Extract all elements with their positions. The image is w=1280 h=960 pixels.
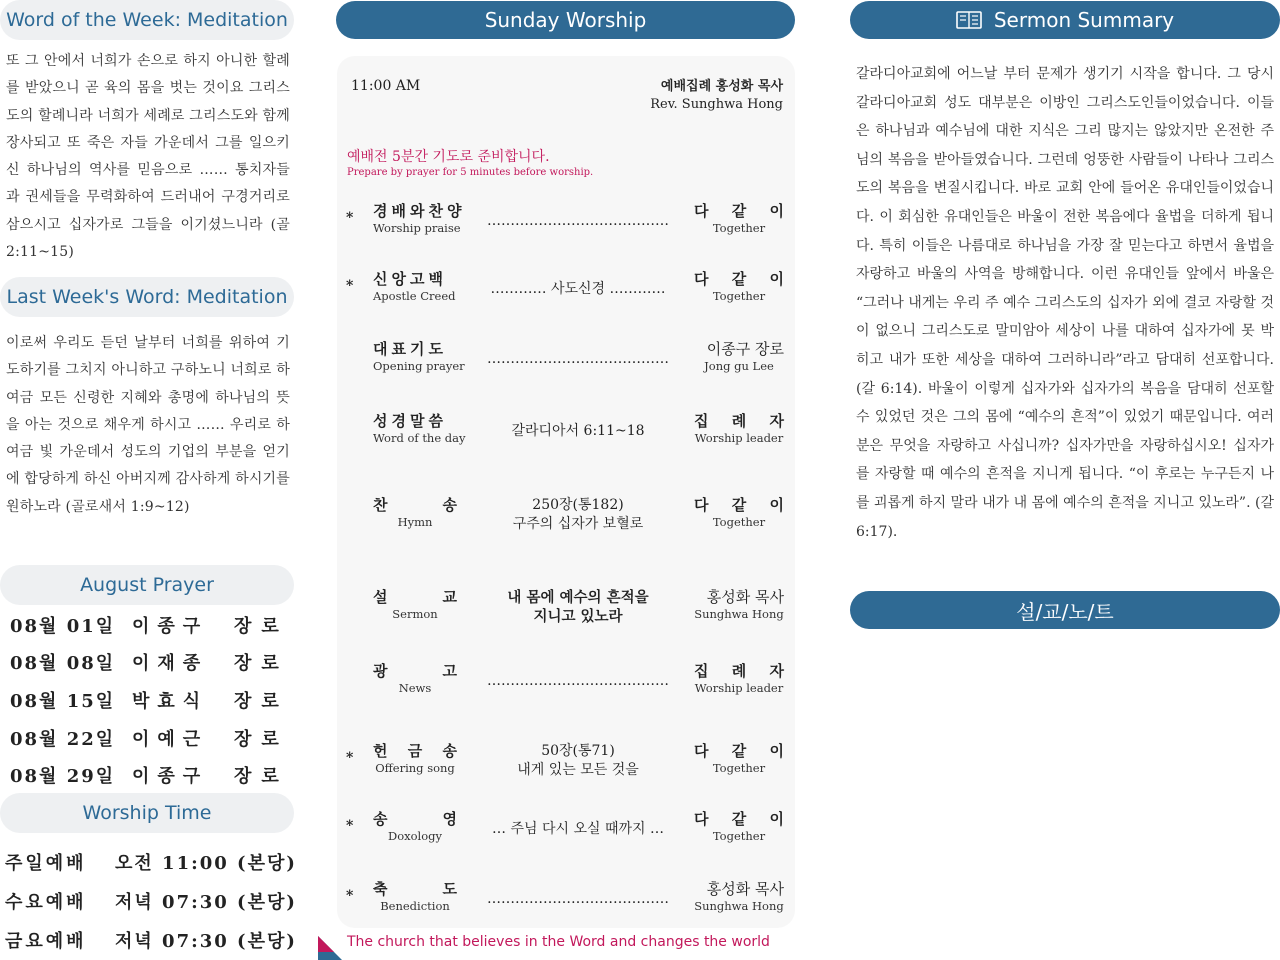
service-item-leader (694, 338, 784, 373)
prayer-elder-title: 장로 (234, 691, 289, 712)
service-item-leader-ko: 집 례 자 (694, 412, 784, 430)
service-item-content-line: ………………………………… (487, 890, 669, 907)
service-item-leader-en: Jong gu Lee (704, 359, 774, 373)
service-item-content-line: ………………………………… (487, 212, 669, 229)
prayer-row (10, 612, 289, 642)
service-item-name (373, 268, 459, 303)
service-item-name-ko: 대표기도 (373, 340, 447, 358)
standing-mark: * (346, 750, 354, 766)
service-item-content (479, 196, 677, 246)
prayer-note (347, 146, 593, 178)
service-item-name-en: Hymn (397, 515, 433, 529)
service-item-leader-ko: 홍성화 목사 (706, 588, 784, 606)
service-item-name-ko: 설 교 (373, 588, 457, 606)
service-item-name-en: Worship praise (373, 221, 461, 235)
service-item-leader (694, 200, 784, 235)
prayer-elder-title: 장로 (234, 729, 289, 750)
word-of-week-text: 또 그 안에서 너희가 손으로 하지 아니한 할례를 받았으니 곧 육의 몸을 벗는 것이요 그리스도의 할례니라 너희가 세례로 그리스도와 함께 장사되고 또 죽은 자들 가운데서 그를 일으키신 하나님의 역사를 믿음으로 …… 통치자들과 권세들을 무력화하여 드러내어 구경거리로 삼으시고 십자가로 그들을 이기셨느니라 (골 2:11~15) (6, 53, 291, 261)
service-item-content-line: 250장(통182) (532, 497, 624, 513)
service-item-leader (694, 740, 784, 775)
service-item-leader-en: Sunghwa Hong (694, 607, 784, 621)
service-item-name-ko: 광 고 (373, 662, 457, 680)
sermon-summary-text: 갈라디아교회에 어느날 부터 문제가 생기기 시작을 합니다. 그 당시 갈라디아교회 성도 대부분은 이방인 그리스도인들이었습니다. 이들은 하나님과 예수님에 대한 지식은 그리 많지는 않았지만 온전한 주님의 복음을 받아들였습니다. 그런데 엉뚱한 사람들이 나타나 그리스도의 복음을 변질시킵니다. 바로 교회 안에 들어온 유대인들이었습니다. 이 회심한 유대인들은 바울이 전한 복음에다 율법을 더하게 됩니다. 특히 이들은 나름대로 하나님을 가장 잘 믿는다고 하면서 율법을 자랑하고 바울의 사역을 방해합니다. 이런 유대인들 앞에서 바울은 “그러나 내게는 우리 주 예수 그리스도의 십자가 외에 결코 자랑할 것이 없으니 그리스도로 말미암아 세상이 나를 대하여 십자가에 못 박히고 내가 또한 세상을 대하여 그러하니라”라고 담대히 선포합니다.(갈 6:14). 바울이 이렇게 십자가와 십자가의 복음을 담대히 선포할 수 있었던 것은 그의 몸에 “예수의 흔적”이 있었기 때문입니다. 여러분은 무엇을 자랑하고 사십니까? 십자가만을 자랑하십시오! 십자가를 자랑할 때 예수의 흔적을 지니게 됩니다. “이 후로는 누구든지 나를 괴롭게 하지 말라 내가 내 몸에 예수의 흔적을 지니고 있노라”. (갈6:17). (856, 66, 1274, 540)
service-item-leader-en: Worship leader (694, 681, 784, 695)
service-leader-en: Rev. Sunghwa Hong (650, 97, 783, 112)
service-item (337, 196, 795, 246)
prayer-elder-name: 박효식 (132, 691, 209, 712)
service-item-content-line: ………………………………… (487, 672, 669, 689)
service-item-leader-ko: 다 같 이 (694, 810, 784, 828)
service-item-leader (694, 808, 784, 843)
service-item-name (373, 586, 459, 621)
service-item-leader-en: Sunghwa Hong (694, 899, 784, 913)
worship-time-header: Worship Time (0, 793, 294, 833)
prayer-elder-title: 장로 (234, 653, 289, 674)
prayer-date: 08월 29일 (10, 766, 116, 787)
service-item-name (373, 740, 459, 775)
service-item (337, 874, 795, 924)
worship-time-row (5, 849, 295, 879)
service-item-leader (694, 494, 784, 529)
last-week-word-text: 이로써 우리도 듣던 날부터 너희를 위하여 기도하기를 그치지 아니하고 구하노니 너희로 하여금 모든 신령한 지혜와 총명에 하나님의 뜻을 아는 것으로 채우게 하시고 …… 우리로 하여금 빛 가운데서 성도의 기업의 부분을 얻기에 합당하게 하신 아버지께 감사하게 하시기를 원하노라 (골로새서 1:9~12) (6, 335, 291, 515)
service-item-name-ko: 성경말씀 (373, 412, 447, 430)
prayer-note-ko: 예배전 5분간 기도로 준비합니다. (347, 149, 550, 165)
service-item-content-line: 갈라디아서 6:11~18 (511, 422, 645, 439)
service-item (337, 264, 795, 314)
service-item-leader-en: Together (712, 829, 766, 843)
service-item-name (373, 660, 459, 695)
prayer-date: 08월 22일 (10, 729, 116, 750)
prayer-row (10, 649, 289, 679)
prayer-row (10, 725, 289, 755)
prayer-row (10, 762, 289, 792)
service-item-name-ko: 헌 금 송 (373, 742, 457, 760)
prayer-date: 08월 15일 (10, 691, 116, 712)
august-prayer-header: August Prayer (0, 565, 294, 605)
service-item-leader (694, 878, 784, 913)
prayer-elder-name: 이재종 (132, 653, 209, 674)
service-item (337, 334, 795, 384)
service-item-name-en: Doxology (387, 829, 442, 843)
service-item-leader-en: Together (712, 515, 766, 529)
service-item-name (373, 410, 466, 445)
worship-time-value: 오전 11:00 (본당) (115, 853, 297, 874)
service-item-name (373, 494, 459, 529)
church-motto: The church that believes in the Word and changes the world (347, 934, 770, 950)
service-item-content (479, 490, 677, 540)
prayer-elder-name: 이종구 (132, 616, 209, 637)
service-item-content (479, 582, 677, 632)
service-item-name-ko: 경배와찬양 (373, 202, 466, 220)
worship-time-label: 금요예배 (5, 931, 87, 952)
service-item-name-ko: 송 영 (373, 810, 457, 828)
service-item-leader-ko: 이종구 장로 (706, 340, 784, 358)
service-item-name (373, 808, 459, 843)
service-item-name-ko: 찬 송 (373, 496, 457, 514)
service-item-content (479, 406, 677, 456)
service-item-name-ko: 신앙고백 (373, 270, 447, 288)
book-icon (956, 11, 982, 29)
standing-mark: * (346, 278, 354, 294)
service-item-content (479, 656, 677, 706)
service-item (337, 406, 795, 456)
corner-flag-icon (318, 936, 342, 960)
service-item-name-en: Sermon (392, 607, 438, 621)
service-item-content-line: 내 몸에 예수의 흔적을 (507, 589, 649, 606)
word-of-week-header: Word of the Week: Meditation (0, 0, 294, 40)
prayer-elder-title: 장로 (234, 616, 289, 637)
service-item-leader-en: Together (712, 289, 766, 303)
service-item-name-en: News (398, 681, 432, 695)
service-item-leader-en: Worship leader (694, 431, 784, 445)
last-week-word-header: Last Week's Word: Meditation (0, 277, 294, 317)
service-item-name-en: Opening prayer (373, 359, 465, 373)
service-item-content-line: 50장(통71) (541, 743, 615, 759)
service-item-leader-ko: 다 같 이 (694, 270, 784, 288)
service-item-content (479, 874, 677, 924)
service-item-content-line: 내게 있는 모든 것을 (517, 762, 639, 778)
service-leader (650, 78, 783, 114)
service-item-name-en: Benediction (380, 899, 450, 913)
service-item-name-ko: 축 도 (373, 880, 457, 898)
worship-time-value: 저녁 07:30 (본당) (115, 931, 297, 952)
standing-mark: * (346, 888, 354, 904)
service-item-content (479, 264, 677, 314)
sermon-summary-header (850, 1, 1280, 39)
service-item-leader (694, 586, 784, 621)
service-item-leader-ko: 다 같 이 (694, 496, 784, 514)
worship-time-row (5, 888, 295, 918)
service-item-leader-en: Together (712, 221, 766, 235)
service-item-leader-ko: 홍성화 목사 (706, 880, 784, 898)
service-item-name-en: Offering song (375, 761, 455, 775)
service-item-name-en: Word of the day (373, 431, 466, 445)
service-item-content (479, 334, 677, 384)
worship-time-value: 저녁 07:30 (본당) (115, 892, 297, 913)
prayer-date: 08월 01일 (10, 616, 116, 637)
service-item-content-line: 지니고 있노라 (533, 608, 623, 625)
worship-time-row (5, 927, 295, 957)
service-item-leader-ko: 다 같 이 (694, 202, 784, 220)
prayer-date: 08월 08일 (10, 653, 116, 674)
service-item (337, 736, 795, 786)
service-item-content-line: ………… 사도신경 ………… (490, 280, 666, 297)
service-item-leader (694, 660, 784, 695)
service-item-leader-ko: 집 례 자 (694, 662, 784, 680)
sunday-worship-header: Sunday Worship (336, 1, 795, 39)
prayer-row (10, 687, 289, 717)
sermon-summary-title: Sermon Summary (993, 8, 1175, 32)
worship-time-label: 수요예배 (5, 892, 87, 913)
worship-time-label: 주일예배 (5, 853, 87, 874)
service-item (337, 582, 795, 632)
service-leader-ko: 예배집례 홍성화 목사 (660, 79, 783, 94)
prayer-elder-name: 이종구 (132, 766, 209, 787)
prayer-note-en: Prepare by prayer for 5 minutes before worship. (347, 167, 594, 178)
service-item-leader-ko: 다 같 이 (694, 742, 784, 760)
service-item-leader (694, 410, 784, 445)
service-item-content (479, 804, 677, 854)
service-item-content-line: … 주님 다시 오실 때까지 … (492, 820, 664, 837)
service-item-name (373, 878, 459, 913)
service-item-name (373, 200, 466, 235)
service-item-name (373, 338, 465, 373)
service-item (337, 656, 795, 706)
service-item-content-line: 구주의 십자가 보혈로 (512, 516, 644, 532)
prayer-elder-title: 장로 (234, 766, 289, 787)
prayer-elder-name: 이예근 (132, 729, 209, 750)
service-item-name-en: Apostle Creed (373, 289, 456, 303)
sermon-notes-header: 설/교/노/트 (850, 591, 1280, 629)
service-item-content (479, 736, 677, 786)
service-item-content-line: ………………………………… (487, 350, 669, 367)
standing-mark: * (346, 210, 354, 226)
service-item-leader (694, 268, 784, 303)
service-item (337, 804, 795, 854)
service-item (337, 490, 795, 540)
service-item-leader-en: Together (712, 761, 766, 775)
standing-mark: * (346, 818, 354, 834)
service-time: 11:00 AM (351, 78, 421, 94)
